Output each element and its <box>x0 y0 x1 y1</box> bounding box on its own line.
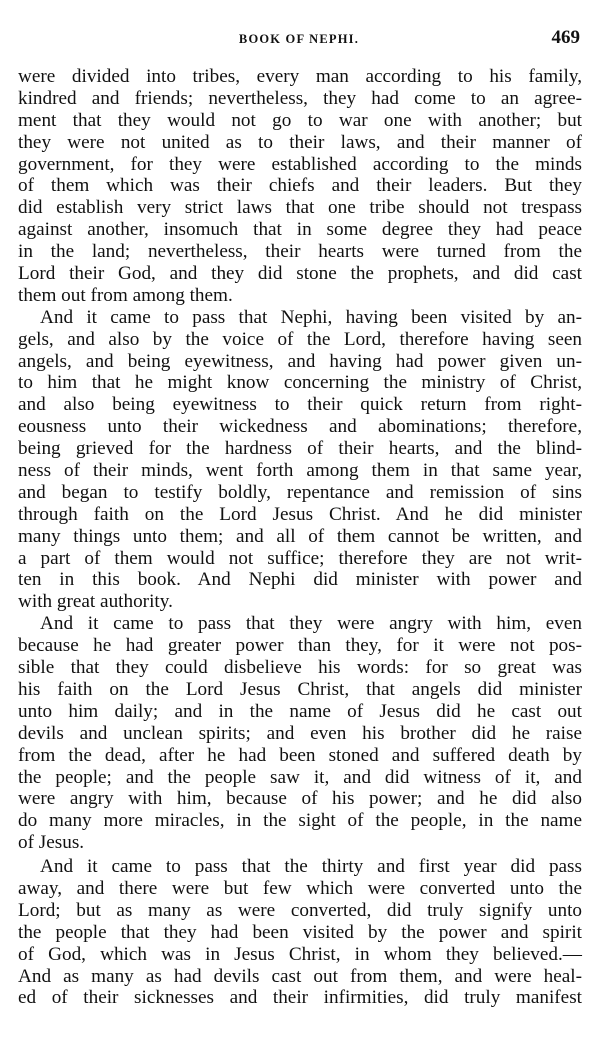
text-line: through faith on the Lord Jesus Christ. And he did minister <box>18 503 582 525</box>
text-line: angels, and being eyewitness, and having had power given un- <box>18 350 582 372</box>
text-line: ness of their minds, went forth among them in that same year, <box>18 460 582 482</box>
text-line: and also being eyewitness to their quick return from right- <box>18 394 582 416</box>
text-line: do many more miracles, in the sight of the people, in the name <box>18 810 582 832</box>
text-line: his faith on the Lord Jesus Christ, that angels did minister <box>18 678 582 700</box>
text-line: of them which was their chiefs and their leaders. But they <box>18 175 582 197</box>
text-line: being grieved for the hardness of their hearts, and the blind- <box>18 438 582 460</box>
text-line: ten in this book. And Nephi did minister with power and <box>18 569 582 591</box>
text-line: many things unto them; and all of them cannot be written, and <box>18 525 582 547</box>
paragraph <box>18 613 582 854</box>
page-number: 469 <box>551 27 580 48</box>
text-line: ed of their sicknesses and their infirmities, did truly manifest <box>18 987 582 1009</box>
text-line: they were not united as to their laws, and their manner of <box>18 131 582 153</box>
text-line: And it came to pass that they were angry with him, even <box>40 613 582 635</box>
page-header <box>18 27 580 49</box>
text-line: gels, and also by the voice of the Lord, therefore having seen <box>18 328 582 350</box>
text-line: because he had greater power than they, for it were not pos- <box>18 635 582 657</box>
text-line: did establish very strict laws that one tribe should not trespass <box>18 197 582 219</box>
paragraph <box>18 856 582 1009</box>
text-line: ment that they would not go to war one with another; but <box>18 109 582 131</box>
text-line: in the land; nevertheless, their hearts were turned from the <box>18 241 582 263</box>
text-line: of God, which was in Jesus Christ, in whom they believed.— <box>18 943 582 965</box>
text-line: And it came to pass that the thirty and first year did pass <box>40 856 582 878</box>
text-line: with great authority. <box>18 591 173 613</box>
text-line: Lord; but as many as were converted, did truly signify unto <box>18 899 582 921</box>
text-line: of Jesus. <box>18 832 85 854</box>
text-line: to him that he might know concerning the ministry of Christ, <box>18 372 582 394</box>
text-line: the people that they had been visited by the power and spirit <box>18 921 582 943</box>
text-line: against another, insomuch that in some degree they had peace <box>18 219 582 241</box>
running-title: BOOK OF NEPHI. <box>238 32 360 46</box>
text-line: away, and there were but few which were converted unto the <box>18 877 582 899</box>
text-line: devils and unclean spirits; and even his brother did he raise <box>18 722 582 744</box>
text-line: unto him daily; and in the name of Jesus did he cast out <box>18 700 582 722</box>
text-line: Lord their God, and they did stone the prophets, and did cast <box>18 263 582 285</box>
text-line: And it came to pass that Nephi, having been visited by an- <box>40 306 582 328</box>
text-line: a part of them would not suffice; therefore they are not writ- <box>18 547 582 569</box>
paragraph <box>18 307 582 613</box>
text-line: And as many as had devils cast out from them, and were heal- <box>18 965 582 987</box>
text-line: government, for they were established according to the minds <box>18 153 582 175</box>
text-line: from the dead, after he had been stoned and suffered death by <box>18 744 582 766</box>
page-body <box>18 66 582 1009</box>
text-line: and began to testify boldly, repentance and remission of sins <box>18 481 582 503</box>
text-line: eousness unto their wickedness and abominations; therefore, <box>18 416 582 438</box>
text-line: kindred and friends; nevertheless, they had come to an agree- <box>18 87 582 109</box>
text-line: sible that they could disbelieve his words: for so great was <box>18 657 582 679</box>
text-line: were angry with him, because of his power; and he did also <box>18 788 582 810</box>
text-line: them out from among them. <box>18 284 233 306</box>
text-line: were divided into tribes, every man according to his family, <box>18 66 582 87</box>
text-line: the people; and the people saw it, and did witness of it, and <box>18 766 582 788</box>
paragraph <box>18 66 582 307</box>
